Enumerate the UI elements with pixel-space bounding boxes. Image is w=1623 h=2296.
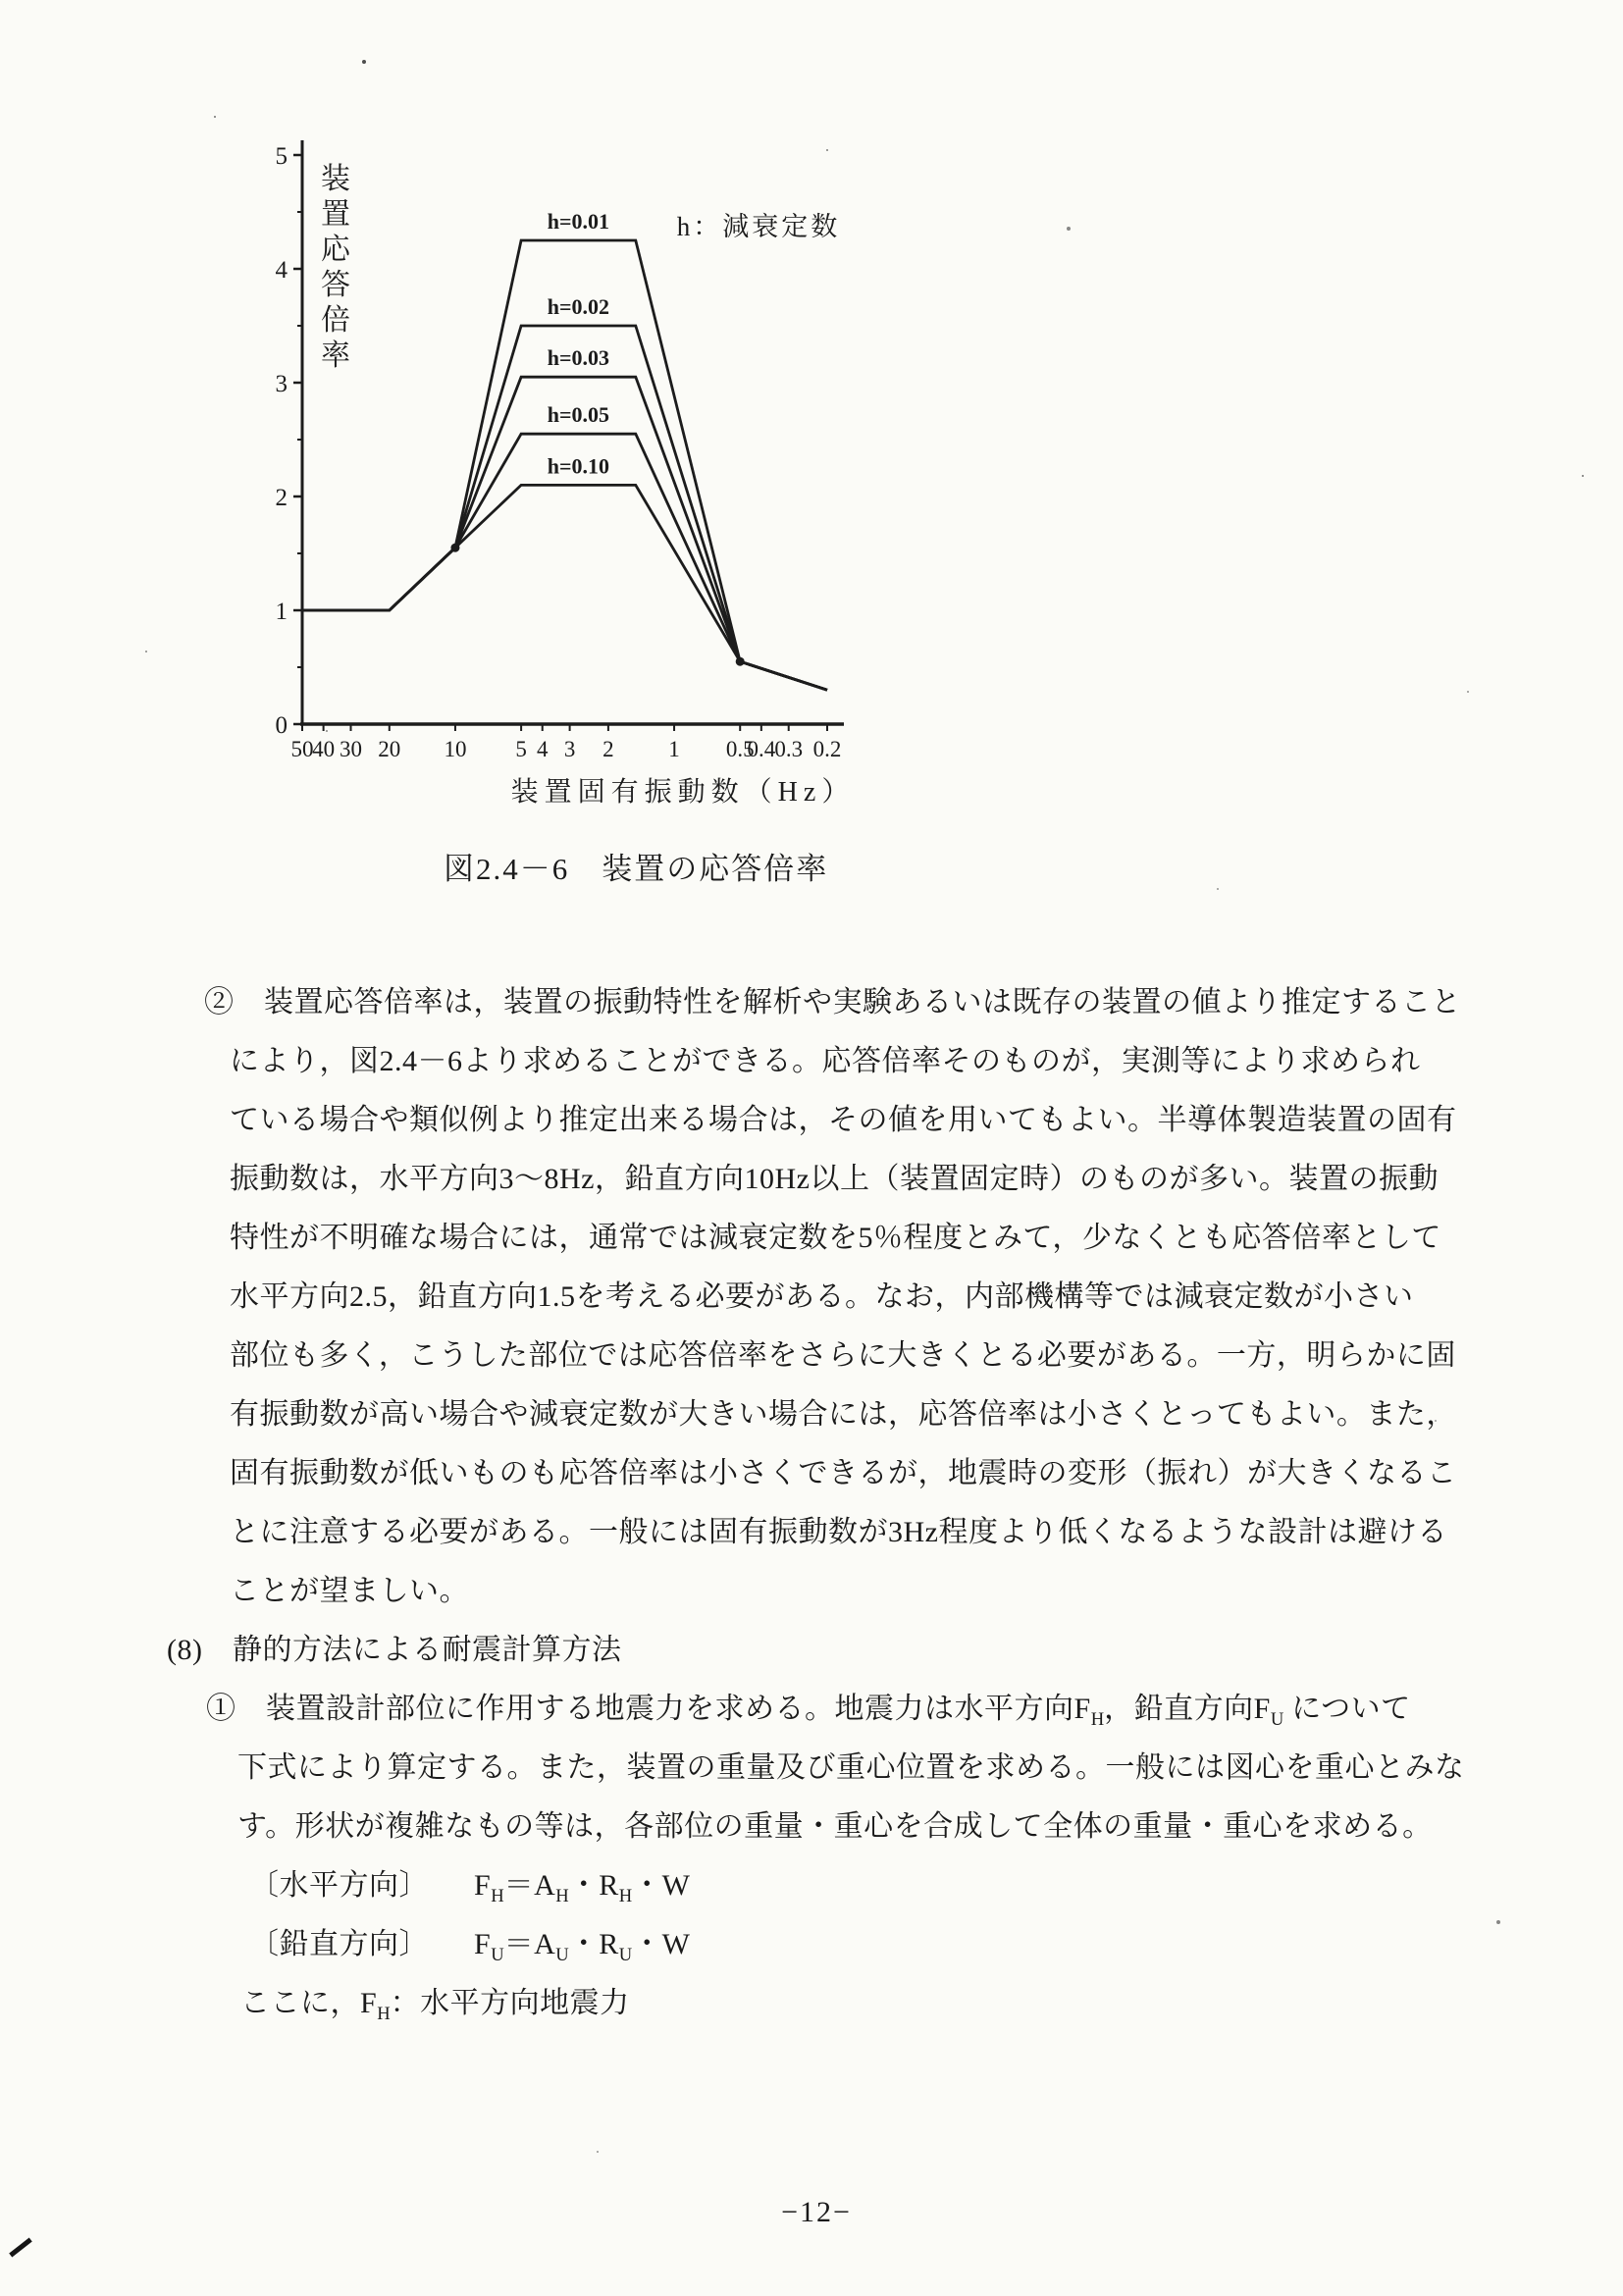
x-tick-label: 50 xyxy=(290,737,314,761)
x-tick-label: 4 xyxy=(536,737,549,761)
y-tick-label: 4 xyxy=(275,257,288,284)
y-tick-label: 5 xyxy=(275,143,288,170)
series-line xyxy=(302,485,827,690)
x-tick-label: 0.4 xyxy=(747,737,776,761)
series-label: h=0.05 xyxy=(547,402,610,428)
y-tick-label: 3 xyxy=(275,371,288,397)
series-label: h=0.01 xyxy=(547,209,610,234)
series-label: h=0.10 xyxy=(547,453,610,479)
x-tick-label: 1 xyxy=(668,737,680,761)
figure-chart xyxy=(263,126,911,812)
text-line: 下式により算定する。また，装置の重量及び重心位置を求める。一般には図心を重心とみな xyxy=(237,1751,1465,1784)
text-line: 〔水平方向〕 $F_H=A_H$・$R_H$・W xyxy=(249,1869,691,1906)
x-tick-label: 2 xyxy=(602,737,614,761)
text-line: 特性が不明確な場合には，通常では減衰定数を5％程度とみて，少なくとも応答倍率として xyxy=(230,1222,1441,1254)
convergence-blob xyxy=(450,544,459,552)
text-line: ② 装置応答倍率は，装置の振動特性を解析や実験あるいは既存の装置の値より推定すること xyxy=(204,986,1461,1018)
x-tick-label: 30 xyxy=(339,737,362,761)
text-line: とに注意する必要がある。一般には固有振動数が3Hz程度より低くなるような設計は避ける xyxy=(230,1516,1447,1548)
series-label: h=0.02 xyxy=(547,294,610,319)
text-line: す。形状が複雑なもの等は，各部位の重量・重心を合成して全体の重量・重心を求める。 xyxy=(237,1810,1433,1843)
page-number: −12− xyxy=(781,2196,852,2228)
response-magnification-chart xyxy=(263,126,911,812)
y-tick-label: 1 xyxy=(275,599,288,625)
text-line: 〔鉛直方向〕 $F_U=A_U$・$R_U$・W xyxy=(249,1928,691,1965)
text-line: 振動数は，水平方向3〜8Hz，鉛直方向10Hz以上（装置固定時）のものが多い。装置の振動 xyxy=(230,1163,1439,1195)
x-tick-label: 0.3 xyxy=(774,737,804,761)
x-tick-label: 0.2 xyxy=(812,737,842,761)
x-tick-label: 40 xyxy=(312,737,336,761)
chart-legend: h：減衰定数 xyxy=(676,212,841,241)
y-axis-title: 装置応答倍率 xyxy=(321,163,350,372)
text-line: により，図2.4－6より求めることができる。応答倍率そのものが，実測等により求められ xyxy=(230,1045,1421,1077)
text-line: ことが望ましい。 xyxy=(230,1575,469,1607)
x-tick-label: 3 xyxy=(563,737,576,761)
text-line: 固有振動数が低いものも応答倍率は小さくできるが，地震時の変形（振れ）が大きくなるこ xyxy=(230,1457,1457,1489)
y-tick-label: 0 xyxy=(275,712,288,739)
text-line: 有振動数が高い場合や減衰定数が大きい場合には，応答倍率は小さくとってもよい。また， xyxy=(230,1398,1456,1431)
figure-caption: 図2.4－6 装置の応答倍率 xyxy=(444,852,829,886)
x-tick-label: 10 xyxy=(444,737,467,761)
text-line: ここに，$F_H$：水平方向地震力 xyxy=(240,1987,630,2024)
scan-speckles xyxy=(0,0,2,2)
x-axis-title: 装置固有振動数（Hz） xyxy=(510,777,856,808)
x-tick-label: 0.5 xyxy=(725,737,755,761)
series-line xyxy=(302,326,827,690)
text-line: 水平方向2.5，鉛直方向1.5を考える必要がある。なお，内部機構等では減衰定数が小さい xyxy=(230,1280,1414,1313)
x-tick-label: 5 xyxy=(515,737,527,761)
series-label: h=0.03 xyxy=(547,345,610,371)
convergence-blob xyxy=(736,657,745,666)
y-tick-label: 2 xyxy=(275,485,288,511)
scan-corner-mark xyxy=(9,2238,32,2258)
body-text xyxy=(167,973,1560,2033)
text-line: (8) 静的方法による耐震計算方法 xyxy=(167,1634,622,1666)
text-line: ① 装置設計部位に作用する地震力を求める。地震力は水平方向$F_H$，鉛直方向$F_U$ について xyxy=(206,1693,1411,1730)
text-line: ている場合や類似例より推定出来る場合は，その値を用いてもよい。半導体製造装置の固有 xyxy=(230,1104,1457,1136)
text-line: 部位も多く，こうした部位では応答倍率をさらに大きくとる必要がある。一方，明らかに固 xyxy=(230,1339,1456,1372)
x-tick-label: 20 xyxy=(378,737,401,761)
